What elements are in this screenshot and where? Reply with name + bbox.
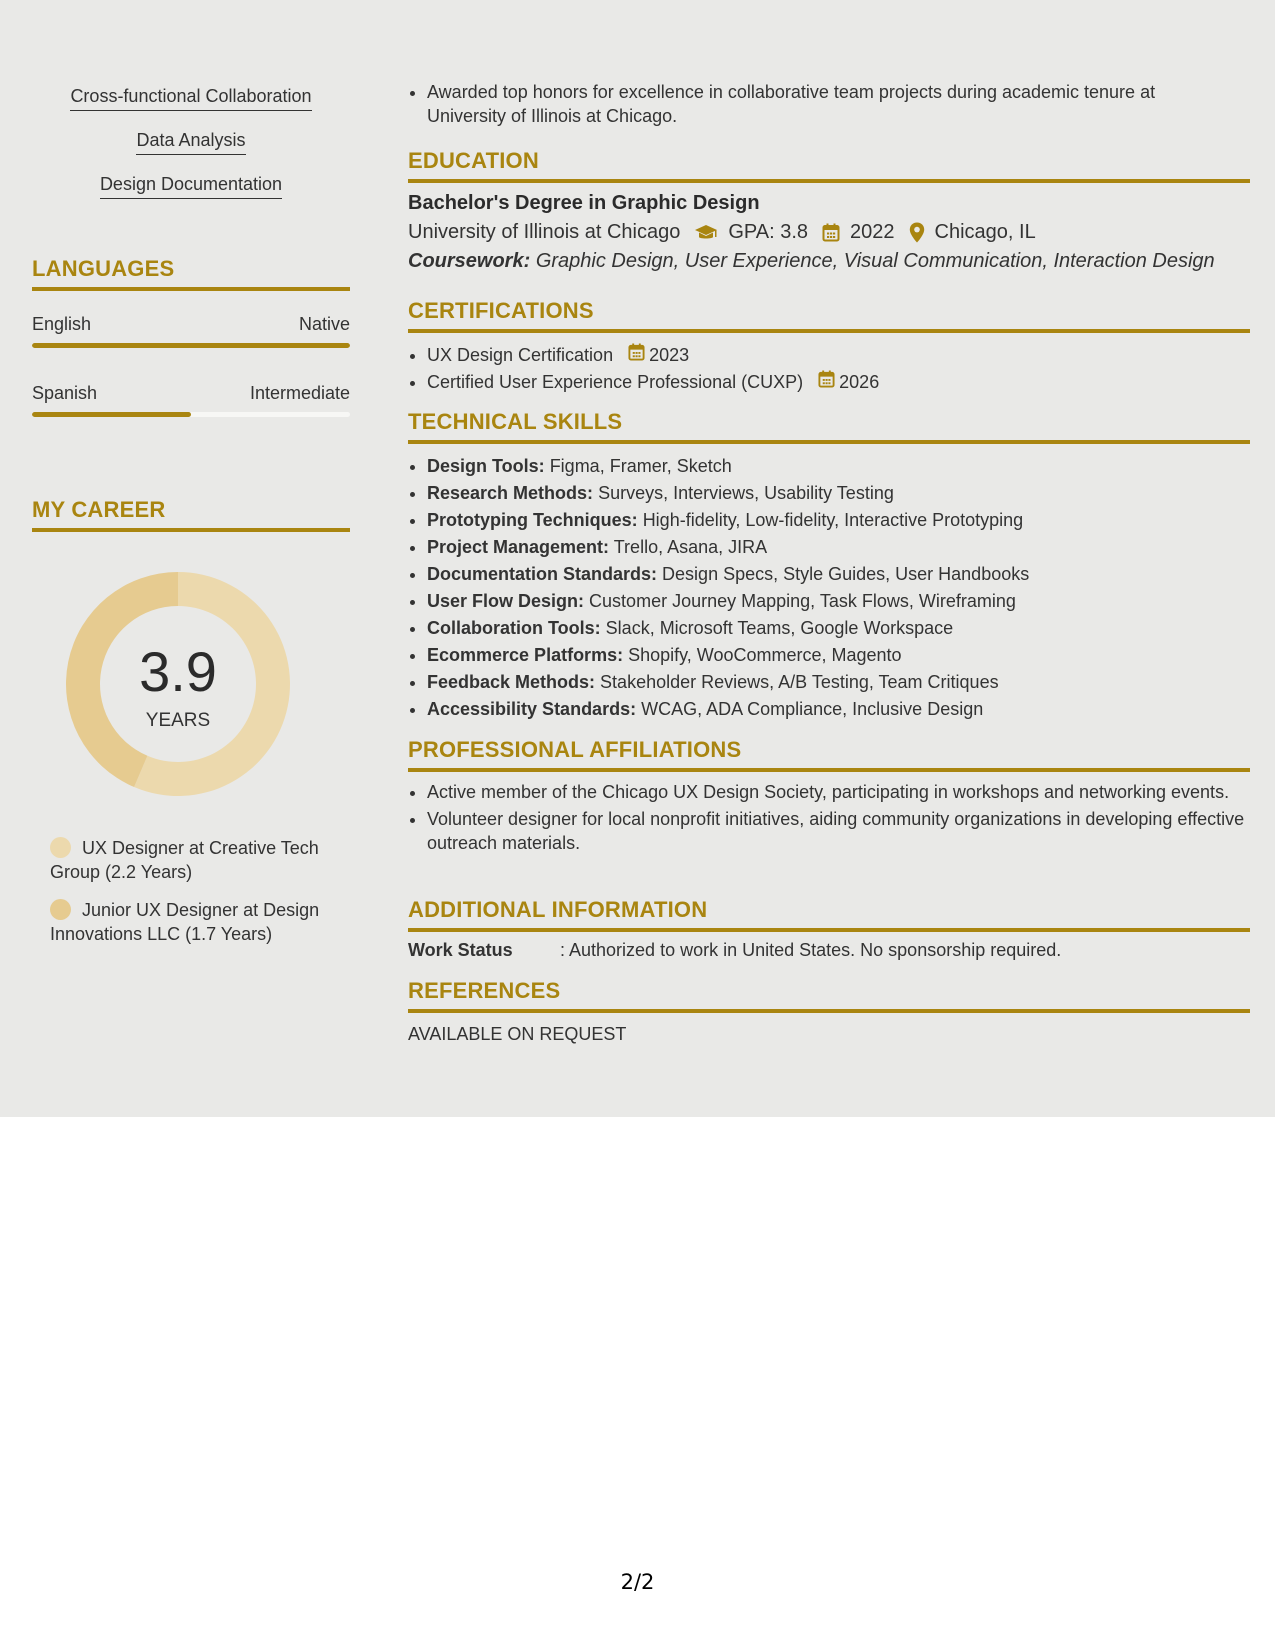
technical-skill-label: Ecommerce Platforms: — [427, 645, 624, 665]
coursework-list: Graphic Design, User Experience, Visual Communication, Interaction Design — [535, 250, 1215, 272]
language-item — [32, 314, 350, 348]
graduation-year: 2022 — [850, 221, 895, 243]
technical-skill-item — [427, 561, 1250, 588]
technical-skill-item — [427, 588, 1250, 615]
references-section — [408, 978, 1250, 1045]
technical-skill-item — [427, 669, 1250, 696]
certification-item — [427, 369, 1250, 396]
skill-tag: Design Documentation — [100, 174, 282, 199]
language-level: Native — [298, 314, 350, 334]
affiliations-section — [408, 737, 1250, 855]
technical-skill-value: Slack, Microsoft Teams, Google Workspace — [605, 618, 954, 638]
additional-info-section — [408, 897, 1250, 961]
certification-year: 2023 — [649, 345, 690, 365]
affiliation-item: • Active member of the Chicago UX Design Society, participating in workshops and networking events. — [427, 780, 1250, 804]
career-legend-item — [50, 836, 340, 884]
coursework-label: Coursework: — [408, 250, 531, 272]
affiliations-heading: PROFESSIONAL AFFILIATIONS — [408, 737, 1250, 772]
language-bar — [32, 343, 350, 348]
legend-dot — [50, 899, 71, 920]
technical-skill-value: Surveys, Interviews, Usability Testing — [598, 483, 894, 503]
career-legend-item — [50, 898, 340, 946]
certification-date — [818, 369, 879, 396]
education-details — [408, 221, 1250, 244]
education-location: Chicago, IL — [934, 221, 1036, 243]
technical-skill-label: Accessibility Standards: — [427, 699, 637, 719]
certification-year: 2026 — [839, 372, 880, 392]
technical-skills-heading: TECHNICAL SKILLS — [408, 409, 1250, 444]
technical-skill-value: Figma, Framer, Sketch — [549, 456, 732, 476]
language-item — [32, 383, 350, 417]
technical-skill-label: Feedback Methods: — [427, 672, 596, 692]
technical-skill-value: Shopify, WooCommerce, Magento — [628, 645, 902, 665]
skills-list — [32, 86, 350, 218]
graduation-cap-icon — [694, 224, 718, 242]
page-number: 2/2 — [620, 1570, 655, 1594]
coursework — [408, 250, 1250, 273]
technical-skill-item — [427, 480, 1250, 507]
calendar-icon — [628, 342, 649, 369]
technical-skill-item — [427, 615, 1250, 642]
affiliations-list — [408, 780, 1250, 855]
certifications-section — [408, 298, 1250, 396]
technical-skill-label: Design Tools: — [427, 456, 545, 476]
technical-skill-item — [427, 696, 1250, 723]
language-bar-fill — [32, 343, 350, 348]
degree-title: Bachelor's Degree in Graphic Design — [408, 192, 760, 214]
technical-skill-item — [427, 507, 1250, 534]
skill-tag: Cross-functional Collaboration — [70, 86, 311, 111]
additional-info-heading: ADDITIONAL INFORMATION — [408, 897, 1250, 932]
achievement-list — [408, 80, 1227, 128]
affiliation-item: • Volunteer designer for local nonprofit initiatives, aiding community organizations in developing effective outreach materials. — [427, 807, 1250, 855]
legend-dot — [50, 837, 71, 858]
technical-skill-value: Customer Journey Mapping, Task Flows, Wireframing — [589, 591, 1016, 611]
legend-label: Junior UX Designer at Design Innovations LLC (1.7 Years) — [50, 900, 320, 944]
language-name: Spanish — [32, 383, 98, 403]
legend-label: UX Designer at Creative Tech Group (2.2 Years) — [50, 838, 319, 882]
technical-skill-item — [427, 534, 1250, 561]
gpa: GPA: 3.8 — [728, 221, 809, 243]
technical-skill-value: Design Specs, Style Guides, User Handbooks — [662, 564, 1030, 584]
work-status-value: : Authorized to work in United States. No sponsorship required. — [560, 940, 1062, 960]
certifications-heading: CERTIFICATIONS — [408, 298, 1250, 333]
education-heading: EDUCATION — [408, 148, 1250, 183]
technical-skills-section — [408, 409, 1250, 723]
language-bar-fill — [32, 412, 191, 417]
work-status-row — [408, 940, 1250, 961]
technical-skill-label: Prototyping Techniques: — [427, 510, 638, 530]
technical-skill-label: User Flow Design: — [427, 591, 585, 611]
technical-skill-value: WCAG, ADA Compliance, Inclusive Design — [641, 699, 984, 719]
certification-name: Certified User Experience Professional (CUXP) — [427, 372, 804, 392]
languages-heading: LANGUAGES — [32, 256, 350, 291]
technical-skill-label: Research Methods: — [427, 483, 594, 503]
career-total-unit: YEARS — [145, 710, 211, 731]
technical-skill-value: High-fidelity, Low-fidelity, Interactive Prototyping — [642, 510, 1024, 530]
technical-skills-list — [408, 453, 1250, 723]
certification-list — [408, 342, 1250, 396]
references-text: AVAILABLE ON REQUEST — [408, 1024, 627, 1044]
technical-skill-item — [427, 642, 1250, 669]
work-status-label: Work Status — [408, 940, 513, 960]
school-name: University of Illinois at Chicago — [408, 221, 681, 243]
technical-skill-label: Collaboration Tools: — [427, 618, 601, 638]
career-donut-chart — [66, 572, 290, 796]
location-pin-icon — [909, 222, 925, 243]
education-section — [408, 148, 1250, 273]
technical-skill-value: Trello, Asana, JIRA — [613, 537, 768, 557]
language-name: English — [32, 314, 92, 334]
technical-skill-label: Project Management: — [427, 537, 610, 557]
certification-name: UX Design Certification — [427, 345, 614, 365]
references-heading: REFERENCES — [408, 978, 1250, 1013]
language-bar — [32, 412, 350, 417]
career-heading: MY CAREER — [32, 497, 350, 532]
technical-skill-item — [427, 453, 1250, 480]
donut-center — [66, 572, 290, 796]
technical-skill-label: Documentation Standards: — [427, 564, 658, 584]
language-level: Intermediate — [249, 383, 350, 403]
calendar-icon — [822, 223, 840, 242]
achievement-item: • Awarded top honors for excellence in collaborative team projects during academic tenure at University of Illinois at Chicago. — [427, 80, 1227, 128]
certification-item — [427, 342, 1250, 369]
skill-tag: Data Analysis — [136, 130, 245, 155]
technical-skill-value: Stakeholder Reviews, A/B Testing, Team Critiques — [600, 672, 999, 692]
career-total-years: 3.9 — [139, 640, 217, 703]
certification-date — [628, 342, 689, 369]
calendar-icon — [818, 369, 839, 396]
